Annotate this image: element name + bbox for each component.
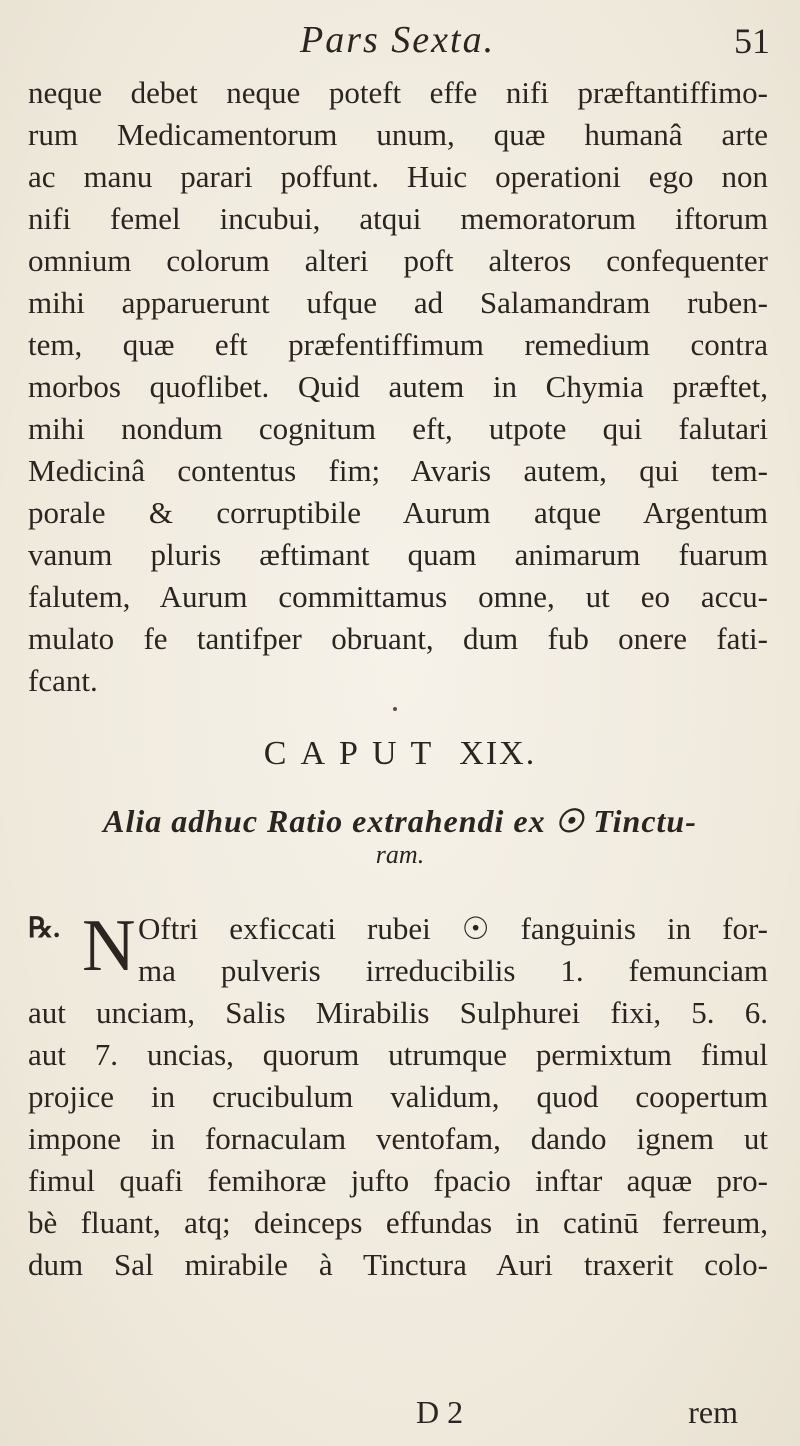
text-line: rum Medicamentorum unum, quæ humanâ arte <box>28 117 768 152</box>
chapter-numeral: XIX. <box>459 735 537 772</box>
text-line: morbos quoflibet. Quid autem in Chymia præftet, <box>28 369 768 404</box>
text-line: mihi apparuerunt ufque ad Salamandram ruben- <box>28 285 768 320</box>
text-line: neque debet neque poteft effe nifi præftantiffimo- <box>28 75 768 110</box>
text-line: mihi nondum cognitum eft, utpote qui falutari <box>28 411 768 446</box>
text-line: impone in fornaculam ventofam, dando ignem ut <box>28 1121 768 1156</box>
chapter-subtitle: Alia adhuc Ratio extrahendi ex ☉ Tinctu- <box>103 803 697 839</box>
text-line: tem, quæ eft præfentiffimum remedium contra <box>28 327 768 362</box>
text-line: fimul quafi femihoræ jufto fpacio inftar aquæ pro- <box>28 1163 768 1198</box>
text-line: Medicinâ contentus fim; Avaris autem, qui tem- <box>28 453 768 488</box>
text-line: dum Sal mirabile à Tinctura Auri traxerit colo- <box>28 1247 768 1282</box>
text-line: ma pulveris irreducibilis 1. femunciam <box>138 953 768 988</box>
text-line: projice in crucibulum validum, quod coopertum <box>28 1079 768 1114</box>
text-line: ac manu parari poffunt. Huic operationi ego non <box>28 159 768 194</box>
catchword: rem <box>688 1394 738 1430</box>
text-line: aut 7. uncias, quorum utrumque permixtum fimul <box>28 1037 768 1072</box>
text-line: omnium colorum alteri poft alteros confequenter <box>28 243 768 278</box>
body-paragraph <box>28 72 768 702</box>
signature-mark: D 2 <box>416 1394 464 1430</box>
recipe-opening <box>28 905 768 992</box>
text-line: falutem, Aurum committamus omne, ut eo accu- <box>28 579 768 614</box>
text-line: aut unciam, Salis Mirabilis Sulphurei fixi, 5. 6. <box>28 995 768 1030</box>
recipe-paragraph <box>28 905 768 1286</box>
ink-dot <box>393 707 397 711</box>
text-line: nifi femel incubui, atqui memoratorum iftorum <box>28 201 768 236</box>
page-header <box>30 18 770 68</box>
text-line: mulato fe tantifper obruant, dum fub onere fati- <box>28 621 768 656</box>
text-line: Oftri exficcati rubei ☉ fanguinis in for- <box>138 911 768 946</box>
chapter-label: CAPUT <box>263 735 446 772</box>
page-footer <box>30 1394 770 1434</box>
chapter-heading <box>0 735 800 773</box>
text-line: vanum pluris æftimant quam animarum fuarum <box>28 537 768 572</box>
recipe-symbol: ℞. <box>28 913 61 944</box>
running-head: Pars Sexta. <box>300 19 496 61</box>
text-line: bè fluant, atq; deinceps effundas in catinū ferreum, <box>28 1205 768 1240</box>
drop-cap: N <box>82 905 136 987</box>
text-line: fcant. <box>28 663 98 698</box>
page-number: 51 <box>734 21 770 61</box>
chapter-subtitle-continuation: ram. <box>375 840 425 869</box>
text-line: porale & corruptibile Aurum atque Argentum <box>28 495 768 530</box>
